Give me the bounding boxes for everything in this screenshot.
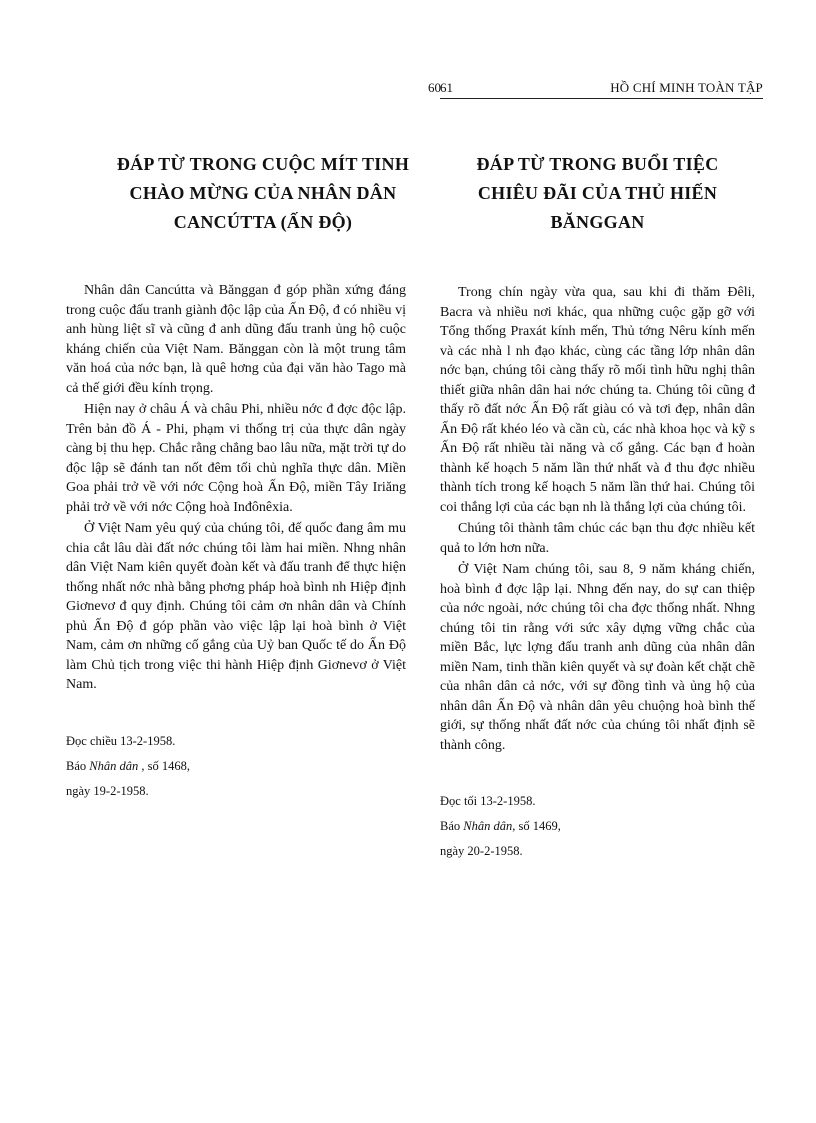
- title-line: CHIÊU ĐÃI CỦA THỦ HIẾN BĂNGGAN: [477, 183, 718, 232]
- running-title: HỒ CHÍ MINH TOÀN TẬP: [610, 80, 763, 95]
- page-number: 61: [440, 80, 453, 95]
- paragraph: Ở Việt Nam yêu quý của chúng tôi, đế quốc đang âm mu chia cắt lâu dài đất nớc chúng tôi làm hai miền. Nhng nhân dân Việt Nam kiên quyết đoàn kết và đấu tranh để thực hiện thống nhất nớc nhà bằng phơng pháp hoà bình nh Hiệp định Giơnevơ đ quy định. Chúng tôi cảm ơn nhân dân và Chính phủ Ấn Độ đ góp phần vào việc lập lại hoà bình ở Việt Nam, cảm ơn những cố gắng của Uỷ ban Quốc tế do Ấn Độ làm Chủ tịch trong việc thi hành Hiệp định Giơnevơ ở Việt Nam.: [66, 521, 406, 692]
- page-number: 60: [428, 80, 441, 95]
- article-body: [66, 281, 406, 695]
- source-newspaper: [66, 754, 406, 779]
- issue-number: , số 1468,: [138, 758, 190, 773]
- paragraph: Trong chín ngày vừa qua, sau khi đi thăm Đêli, Bacra và nhiều nơi khác, qua những cuộc gặp gỡ với Tổng thống Praxát kính mến, Thủ tớng Nêru kính mến và các nhà l nh đạo khác, cùng các tầng lớp nhân dân nớc bạn, chúng tôi càng thấy rõ mối tình hữu nghị thân thiết giữa nhân dân hai nớc chúng ta. Chúng tôi cũng đ thấy rõ đất nớc Ấn Độ rất giàu có và tơi đẹp, nhân dân Ấn Độ rất khéo léo và cần cù, các nhà khoa học và kỹ s Ấn Độ rất nhiều tài năng và cố gắng. Các bạn đ hoàn thành kế hoạch 5 năm lần thứ nhất và đ thu đợc nhiều thành tích trong kế hoạch 5 năm lần thứ hai. Chúng tôi coi thắng lợi của các bạn nh là thắng lợi của chúng tôi.: [440, 285, 755, 515]
- source-note: [440, 789, 755, 864]
- source-newspaper: [440, 814, 755, 839]
- title-line: CHÀO MỪNG CỦA NHÂN DÂN: [129, 183, 397, 203]
- left-page: [66, 0, 441, 804]
- title-line: CANCÚTTA (ẤN ĐỘ): [173, 212, 353, 232]
- title-line: ĐÁP TỪ TRONG CUỘC MÍT TINH: [116, 154, 410, 174]
- paragraph: Ở Việt Nam chúng tôi, sau 8, 9 năm kháng chiến, hoà bình đ đợc lập lại. Nhng đến nay, do sự can thiệp của nớc ngoài, nớc chúng tôi cha đợc thống nhất. Nhng chúng tôi tin rằng với sức xây dựng vững chắc của miền Bắc, lực lợng đấu tranh anh dũng của nhân dân miền Nam, tinh thần kiên quyết và sự đoàn kết chặt chẽ của nhân dân cả nớc, với sự đồng tình và ủng hộ của nhân dân Ấn Độ và nhân dân yêu chuộng hoà bình thế giới, sự thống nhất đất nớc của chúng tôi nhất định sẽ thành công.: [440, 562, 755, 753]
- article-title: [90, 150, 436, 237]
- header-rule: [440, 98, 763, 99]
- title-line: ĐÁP TỪ TRONG BUỔI TIỆC: [476, 154, 719, 174]
- source-date: Đọc chiều 13-2-1958.: [66, 733, 176, 748]
- paragraph: Nhân dân Cancútta và Bănggan đ góp phần xứng đáng trong cuộc đấu tranh giành độc lập của Ấn Độ, đ có nhiều vị anh hùng liệt sĩ và cũng đ anh dũng đấu tranh ủng hộ cuộc kháng chiến của Việt Nam. Bănggan còn là một trung tâm văn hoá của nớc bạn, là quê hơng của đại văn hào Tago mà cả thế giới đều kính trọng.: [66, 283, 406, 396]
- right-page: [440, 0, 763, 864]
- paragraph: Chúng tôi thành tâm chúc các bạn thu đợc nhiều kết quả to lớn hơn nữa.: [440, 521, 755, 556]
- article-title: [440, 150, 755, 237]
- source-date: Đọc tối 13-2-1958.: [440, 794, 536, 808]
- publication-date: ngày 19-2-1958.: [66, 783, 149, 798]
- issue-number: , số 1469,: [512, 819, 561, 833]
- newspaper-name: Nhân dân: [463, 819, 513, 833]
- paragraph: Hiện nay ở châu Á và châu Phi, nhiều nớc đ đợc độc lập. Trên bản đồ Á - Phi, phạm vi thống trị của thực dân ngày càng bị thu hẹp. Chắc rằng chẳng bao lâu nữa, mặt trời tự do độc lập sẽ đánh tan nốt đêm tối chủ nghĩa thực dân. Miền Goa phải trở về với nớc Cộng hoà Ấn Độ, miền Tây Iriăng phải trở về với nớc Cộng hoà Inđônêxia.: [66, 402, 406, 515]
- newspaper-name: Nhân dân: [89, 758, 139, 773]
- left-page-header: [66, 80, 441, 106]
- right-page-header: [440, 80, 763, 106]
- source-prefix: Báo: [440, 819, 464, 833]
- article-body: [440, 283, 755, 755]
- source-prefix: Báo: [66, 758, 90, 773]
- publication-date: ngày 20-2-1958.: [440, 844, 523, 858]
- source-note: [66, 729, 406, 804]
